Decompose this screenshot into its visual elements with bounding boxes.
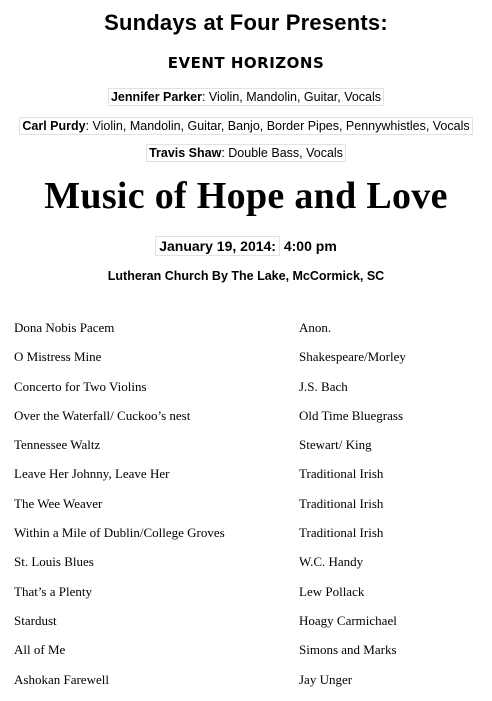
musician-instruments: : Double Bass, Vocals [221,146,343,160]
piece-composer: Anon. [299,320,332,335]
piece-composer: Old Time Bluegrass [299,407,404,423]
program-row [0,379,492,408]
concert-datetime [0,236,492,256]
musician-entry [146,144,346,162]
piece-composer: Traditional Irish [299,525,384,541]
concert-title: Music of Hope and Love [44,175,448,217]
musician-name: Travis Shaw [149,146,222,160]
program-row [0,437,492,466]
piece-title: Within a Mile of Dublin/College Groves [14,525,225,541]
piece-title: All of Me [14,642,66,658]
piece-composer: Shakespeare/Morley [299,349,406,365]
musician-instruments: : Violin, Mandolin, Guitar, Vocals [201,90,382,104]
concert-time: 4:00 pm [283,238,337,254]
piece-title: The Wee Weaver [14,495,103,511]
concert-venue: Lutheran Church By The Lake, McCormick, SC [107,269,385,283]
piece-composer: Jay Unger [299,671,353,687]
musician-entry [108,88,384,106]
musician-instruments: : Violin, Mandolin, Guitar, Banjo, Border Pipes, Pennywhistles, Vocals [85,119,470,133]
program-row [0,642,492,671]
piece-title: Stardust [14,612,57,628]
program-row [0,584,492,613]
piece-title: Leave Her Johnny, Leave Her [14,466,170,482]
piece-composer: Simons and Marks [299,642,397,658]
concert-date: January 19, 2014: [155,236,280,256]
piece-composer: Lew Pollack [299,583,365,599]
piece-title: St. Louis Blues [14,554,94,570]
musician-name: Carl Purdy [22,119,86,133]
piece-composer: W.C. Handy [299,554,364,570]
musician-line [0,88,492,106]
musician-line [0,117,492,135]
piece-composer: Traditional Irish [299,495,384,511]
piece-title: Dona Nobis Pacem [14,320,115,335]
piece-title: Ashokan Farewell [14,671,109,687]
musician-line [0,144,492,162]
program-row [0,672,492,701]
program-row [0,554,492,583]
piece-title: Tennessee Waltz [14,437,101,453]
program-list [0,320,492,701]
piece-composer: Hoagy Carmichael [299,612,397,628]
piece-composer: J.S. Bach [299,378,348,394]
piece-title: Concerto for Two Violins [14,378,147,394]
program-row [0,320,492,349]
musician-entry [19,117,472,135]
program-row [0,525,492,554]
piece-composer: Stewart/ King [299,437,372,453]
program-row [0,496,492,525]
piece-title: O Mistress Mine [14,349,102,365]
program-row [0,613,492,642]
musician-name: Jennifer Parker [110,90,202,104]
piece-composer: Traditional Irish [299,466,384,482]
program-row [0,349,492,378]
piece-title: That’s a Plenty [14,583,92,599]
piece-title: Over the Waterfall/ Cuckoo’s nest [14,407,191,423]
program-row [0,466,492,495]
presenter-heading: Sundays at Four Presents: [104,10,388,35]
program-row [0,408,492,437]
band-name: EVENT HORIZONS [167,54,325,72]
